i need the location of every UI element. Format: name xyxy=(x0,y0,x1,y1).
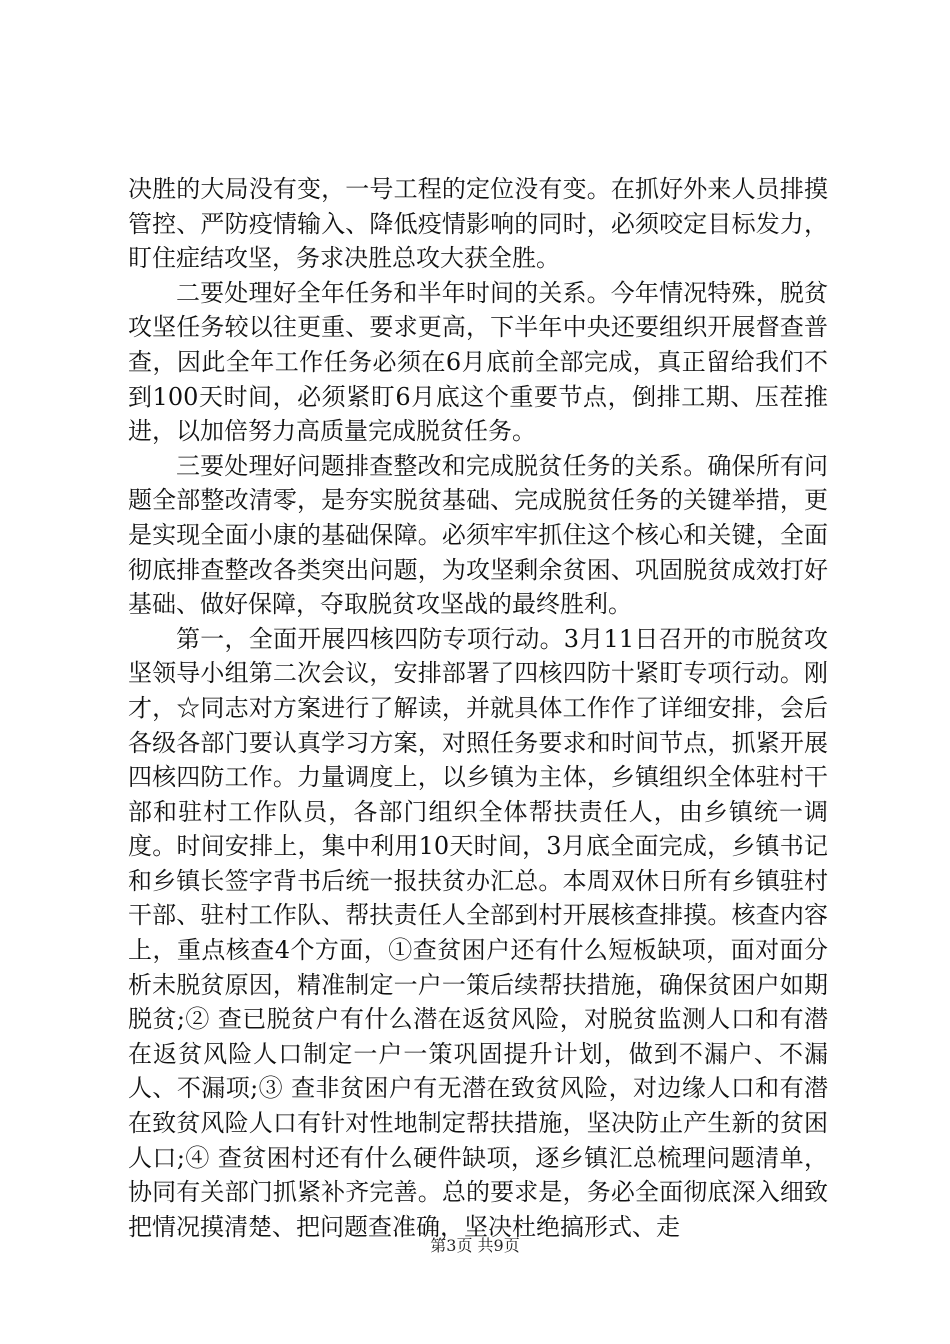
document-body xyxy=(128,172,828,1244)
page-number: 第3页 共9页 xyxy=(430,1236,520,1255)
paragraph-3: 三要处理好问题排查整改和完成脱贫任务的关系。确保所有问题全部整改清零，是夯实脱贫基础、完成脱贫任务的关键举措，更是实现全面小康的基础保障。必须牢牢抓住这个核心和关键，全面彻底排查整改各类突出问题，为攻坚剩余贫困、巩固脱贫成效打好基础、做好保障，夺取脱贫攻坚战的最终胜利。 xyxy=(128,451,828,619)
paragraph-4: 第一，全面开展四核四防专项行动。3月11日召开的市脱贫攻坚领导小组第二次会议，安排部署了四核四防十紧盯专项行动。刚才，☆同志对方案进行了解读，并就具体工作作了详细安排，会后各级各部门要认真学习方案，对照任务要求和时间节点，抓紧开展四核四防工作。力量调度上，以乡镇为主体，乡镇组织全体驻村干部和驻村工作队员，各部门组织全体帮扶责任人，由乡镇统一调度。时间安排上，集中利用10天时间，3月底全面完成，乡镇书记和乡镇长签字背书后统一报扶贫办汇总。本周双休日所有乡镇驻村干部、驻村工作队、帮扶责任人全部到村开展核查排摸。核查内容上，重点核查4个方面，①查贫困户还有什么短板缺项，面对面分析未脱贫原因，精准制定一户一策后续帮扶措施，确保贫困户如期脱贫;② 查已脱贫户有什么潜在返贫风险，对脱贫监测人口和有潜在返贫风险人口制定一户一策巩固提升计划，做到不漏户、不漏人、不漏项;③ 查非贫困户有无潜在致贫风险，对边缘人口和有潜在致贫风险人口有针对性地制定帮扶措施，坚决防止产生新的贫困人口;④ 查贫困村还有什么硬件缺项，逐乡镇汇总梳理问题清单，协同有关部门抓紧补齐完善。总的要求是，务必全面彻底深入细致把情况摸清楚、把问题查准确，坚决杜绝搞形式、走 xyxy=(128,624,828,1241)
paragraph-2: 二要处理好全年任务和半年时间的关系。今年情况特殊，脱贫攻坚任务较以往更重、要求更高，下半年中央还要组织开展督查普查，因此全年工作任务必须在6月底前全部完成，真正留给我们不到100天时间，必须紧盯6月底这个重要节点，倒排工期、压茬推进，以加倍努力高质量完成脱贫任务。 xyxy=(128,278,828,446)
paragraph-1: 决胜的大局没有变，一号工程的定位没有变。在抓好外来人员排摸管控、严防疫情输入、降低疫情影响的同时，必须咬定目标发力，盯住症结攻坚，务求决胜总攻大获全胜。 xyxy=(128,175,828,273)
page-footer xyxy=(0,1236,950,1256)
